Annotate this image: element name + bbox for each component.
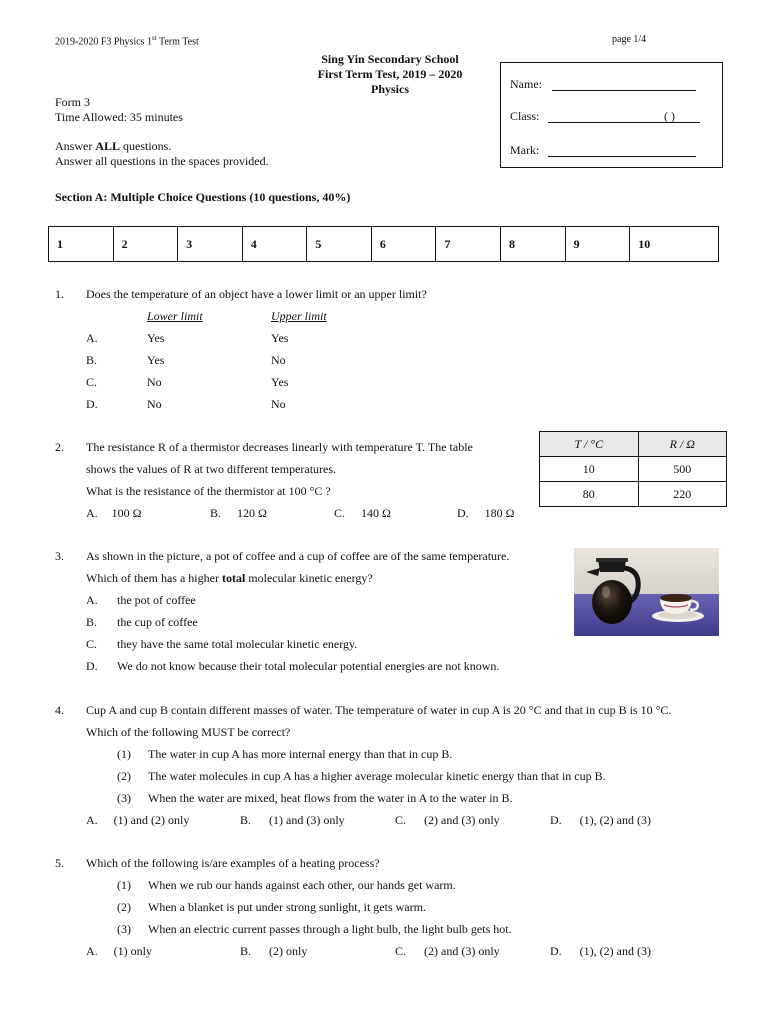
q4-statement-2: The water molecules in cup A has a higher average molecular kinetic energy than that in cup B. xyxy=(148,769,606,783)
mark-field[interactable] xyxy=(548,156,696,157)
q1-opt-a-lower: Yes xyxy=(147,331,165,345)
answer-cell-10[interactable]: 10 xyxy=(630,227,719,262)
q1-opt-d[interactable]: D. xyxy=(86,397,98,411)
q4-opt-c[interactable]: C. (2) and (3) only xyxy=(395,813,500,827)
answer-cell-9[interactable]: 9 xyxy=(565,227,630,262)
q5-statement-3-num: (3) xyxy=(117,922,131,936)
coffee-photo xyxy=(574,548,719,636)
q3-opt-a[interactable]: A. xyxy=(86,593,98,607)
q2-opt-b[interactable]: B. 120 Ω xyxy=(210,506,267,520)
answer-cell-7[interactable]: 7 xyxy=(436,227,501,262)
thermistor-table-header-r: R / Ω xyxy=(638,432,726,457)
q2-opt-c[interactable]: C. 140 Ω xyxy=(334,506,391,520)
q2-line-3: What is the resistance of the thermistor at 100 °C ? xyxy=(86,484,331,498)
thermistor-table-cell: 80 xyxy=(540,482,639,507)
q5-statement-2-num: (2) xyxy=(117,900,131,914)
q2-opt-a[interactable]: A. 100 Ω xyxy=(86,506,142,520)
q1-opt-a[interactable]: A. xyxy=(86,331,98,345)
q4-line-1: Cup A and cup B contain different masses of water. The temperature of water in cup A is 20 °C and that in cup B is 10 °C. xyxy=(86,703,672,717)
answer-cell-8[interactable]: 8 xyxy=(501,227,566,262)
q1-col-upper: Upper limit xyxy=(271,309,327,323)
q5-number: 5. xyxy=(55,856,64,870)
name-field[interactable] xyxy=(552,90,696,91)
q3-opt-d[interactable]: D. xyxy=(86,659,98,673)
q1-opt-b-lower: Yes xyxy=(147,353,165,367)
subject-title: Physics xyxy=(370,82,409,96)
name-label: Name: xyxy=(510,77,542,91)
q4-statement-1: The water in cup A has more internal energy than that in cup B. xyxy=(148,747,453,761)
school-name: Sing Yin Secondary School xyxy=(321,52,459,66)
q5-opt-d[interactable]: D. (1), (2) and (3) xyxy=(550,944,651,958)
header-left: 2019-2020 F3 Physics 1st Term Test xyxy=(55,34,199,48)
q1-opt-c[interactable]: C. xyxy=(86,375,98,389)
q2-opt-d[interactable]: D. 180 Ω xyxy=(457,506,515,520)
q1-opt-d-lower: No xyxy=(147,397,162,411)
section-a-heading: Section A: Multiple Choice Questions (10 questions, 40%) xyxy=(55,190,351,204)
time-allowed: Time Allowed: 35 minutes xyxy=(55,110,183,124)
q4-line-2: Which of the following MUST be correct? xyxy=(86,725,291,739)
thermistor-table-cell: 10 xyxy=(540,457,639,482)
class-field[interactable] xyxy=(548,122,700,123)
q5-line-1: Which of the following is/are examples of a heating process? xyxy=(86,856,380,870)
q3-opt-d-text: We do not know because their total molecular potential energies are not known. xyxy=(117,659,500,673)
q1-opt-c-lower: No xyxy=(147,375,162,389)
q3-opt-a-text: the pot of coffee xyxy=(117,593,196,607)
q5-statement-1: When we rub our hands against each other, our hands get warm. xyxy=(148,878,456,892)
answer-cell-4[interactable]: 4 xyxy=(242,227,307,262)
q4-opt-d[interactable]: D. (1), (2) and (3) xyxy=(550,813,651,827)
q5-statement-3: When an electric current passes through a light bulb, the light bulb gets hot. xyxy=(148,922,512,936)
answer-cell-6[interactable]: 6 xyxy=(371,227,436,262)
q4-opt-a[interactable]: A. (1) and (2) only xyxy=(86,813,190,827)
q4-number: 4. xyxy=(55,703,64,717)
q1-opt-b[interactable]: B. xyxy=(86,353,98,367)
answer-cell-3[interactable]: 3 xyxy=(178,227,243,262)
instruction-2: Answer all questions in the spaces provided. xyxy=(55,154,269,168)
q1-opt-d-upper: No xyxy=(271,397,286,411)
q5-statement-2: When a blanket is put under strong sunlight, it gets warm. xyxy=(148,900,426,914)
q5-statement-1-num: (1) xyxy=(117,878,131,892)
thermistor-table-header-t: T / °C xyxy=(540,432,639,457)
q3-opt-c[interactable]: C. xyxy=(86,637,98,651)
form-label: Form 3 xyxy=(55,95,91,109)
q2-line-2: shows the values of R at two different temperatures. xyxy=(86,462,337,476)
test-title: First Term Test, 2019 – 2020 xyxy=(317,67,463,81)
q4-statement-1-num: (1) xyxy=(117,747,131,761)
q3-line-1: As shown in the picture, a pot of coffee and a cup of coffee are of the same temperature. xyxy=(86,549,510,563)
q1-opt-a-upper: Yes xyxy=(271,331,289,345)
q5-opt-c[interactable]: C. (2) and (3) only xyxy=(395,944,500,958)
answer-grid xyxy=(48,226,719,262)
instruction-1: Answer ALL questions. xyxy=(55,139,172,153)
q3-number: 3. xyxy=(55,549,64,563)
q5-opt-b[interactable]: B. (2) only xyxy=(240,944,308,958)
answer-cell-5[interactable]: 5 xyxy=(307,227,372,262)
q1-text: Does the temperature of an object have a lower limit or an upper limit? xyxy=(86,287,427,301)
class-label: Class: xyxy=(510,109,540,123)
q5-opt-a[interactable]: A. (1) only xyxy=(86,944,152,958)
thermistor-table-cell: 220 xyxy=(638,482,726,507)
q3-opt-b[interactable]: B. xyxy=(86,615,98,629)
q3-line-2: Which of them has a higher total molecular kinetic energy? xyxy=(86,571,373,585)
answer-cell-2[interactable]: 2 xyxy=(113,227,178,262)
thermistor-table-cell: 500 xyxy=(638,457,726,482)
q4-opt-b[interactable]: B. (1) and (3) only xyxy=(240,813,345,827)
q1-opt-c-upper: Yes xyxy=(271,375,289,389)
thermistor-table xyxy=(539,431,727,507)
q1-number: 1. xyxy=(55,287,64,301)
q2-number: 2. xyxy=(55,440,64,454)
q2-line-1: The resistance R of a thermistor decreases linearly with temperature T. The table xyxy=(86,440,473,454)
q4-statement-2-num: (2) xyxy=(117,769,131,783)
class-number-paren: ( ) xyxy=(664,109,675,123)
mark-label: Mark: xyxy=(510,143,540,157)
q1-col-lower: Lower limit xyxy=(147,309,203,323)
q3-opt-c-text: they have the same total molecular kinetic energy. xyxy=(117,637,358,651)
q3-opt-b-text: the cup of coffee xyxy=(117,615,198,629)
q1-opt-b-upper: No xyxy=(271,353,286,367)
q4-statement-3-num: (3) xyxy=(117,791,131,805)
answer-cell-1[interactable]: 1 xyxy=(49,227,114,262)
q4-statement-3: When the water are mixed, heat flows from the water in A to the water in B. xyxy=(148,791,513,805)
page-number: page 1/4 xyxy=(612,34,647,45)
